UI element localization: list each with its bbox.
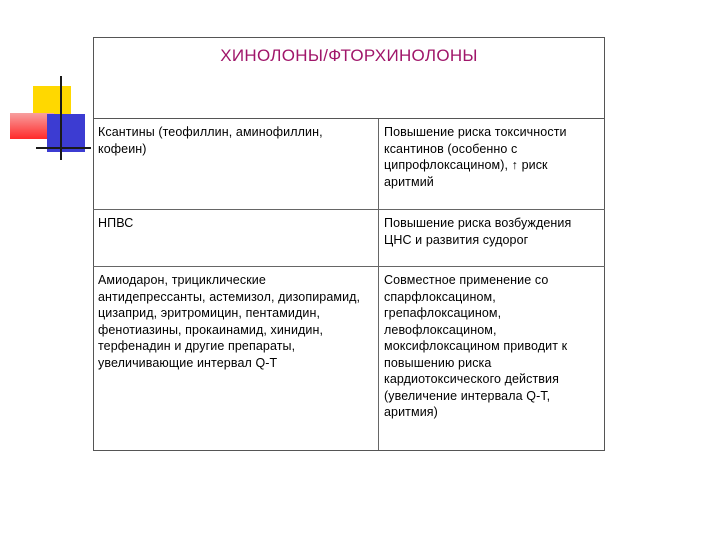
page-title: ХИНОЛОНЫ/ФТОРХИНОЛОНЫ: [220, 46, 478, 65]
arrow-up-icon: ↑: [511, 158, 518, 172]
column-divider: [378, 119, 379, 450]
title-divider: [93, 118, 605, 119]
decor-horizontal-line: [36, 147, 91, 149]
row-1-effect: [384, 124, 599, 190]
row-1-effect-text: Повышение риска токсичности ксантинов (особенно с ципрофлоксацином),: [384, 125, 567, 172]
row-2-effect: Повышение риска возбуждения ЦНС и развития судорог: [384, 216, 572, 247]
row-1-drug: Ксантины (теофиллин, аминофиллин, кофеин): [98, 125, 323, 156]
row-divider: [93, 209, 605, 210]
row-3-effect: Совместное применение со спарфлоксацином, грепафлоксацином, левофлоксацином, моксифлоксацином приводит к повышению риска кардиотоксического действия (увеличение интервала Q-T, аритмия): [384, 273, 568, 419]
row-3-drug: Амиодарон, трициклические антидепрессанты, астемизол, дизопирамид, цизаприд, эритромицин, пентамидин, фенотиазины, прокаинамид, хинидин, терфенадин и другие препараты, увеличивающие интервал Q-T: [98, 273, 361, 370]
row-2-drug: НПВС: [98, 216, 134, 230]
row-divider: [93, 266, 605, 267]
row-1-effect-text-end: риск аритмий: [384, 158, 548, 189]
